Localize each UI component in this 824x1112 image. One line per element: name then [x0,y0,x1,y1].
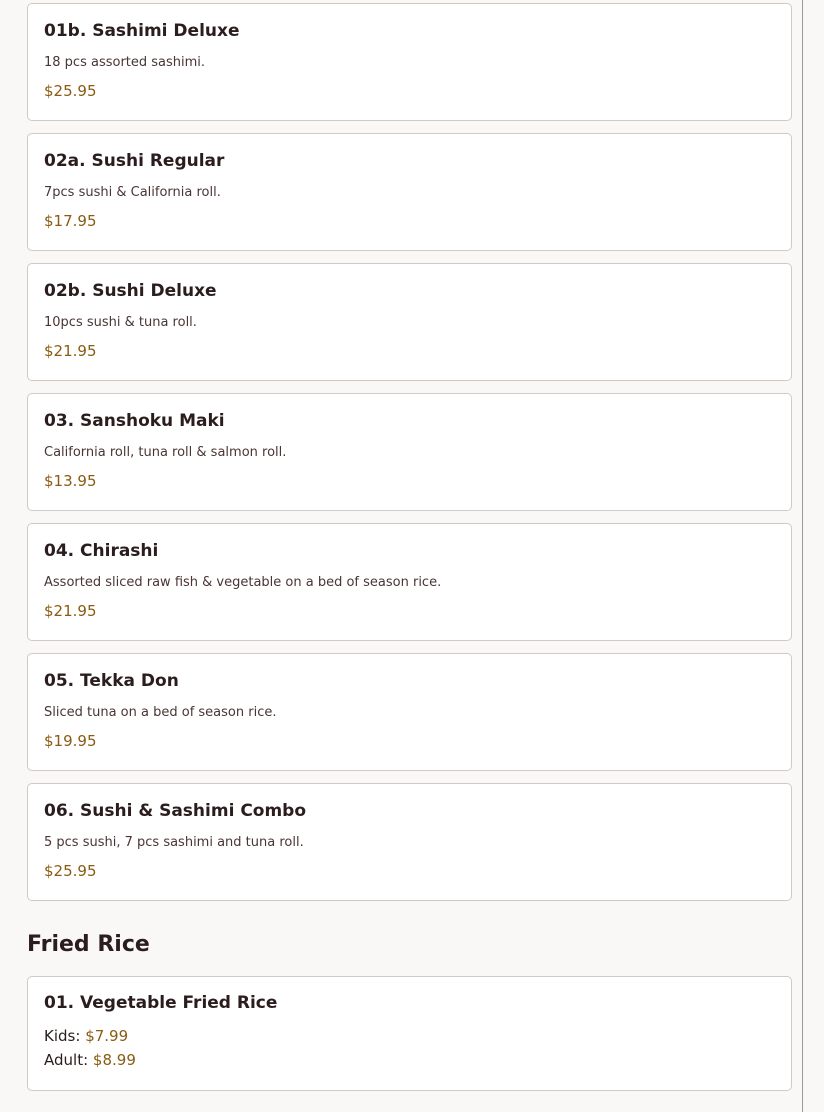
menu-item-card[interactable] [27,393,792,511]
price-value: $7.99 [85,1027,129,1045]
item-price: $21.95 [44,602,97,620]
menu-list [27,3,792,1103]
price-label: Adult: [44,1051,89,1069]
menu-item-card[interactable] [27,523,792,641]
menu-item-card[interactable] [27,263,792,381]
section-title-fried-rice: Fried Rice [27,932,150,957]
item-description: 18 pcs assorted sashimi. [44,55,206,70]
price-line-kids [44,1024,775,1048]
item-price: $25.95 [44,862,97,880]
price-value: $8.99 [92,1051,136,1069]
item-description: Sliced tuna on a bed of season rice. [44,705,277,720]
item-description: Assorted sliced raw fish & vegetable on a bed of season rice. [44,575,442,590]
menu-item-card[interactable] [27,783,792,901]
menu-item-card[interactable] [27,133,792,251]
item-price: $17.95 [44,212,97,230]
price-line-adult [44,1048,775,1072]
item-name: 01b. Sashimi Deluxe [44,21,240,41]
menu-item-card[interactable] [27,976,792,1091]
item-price: $19.95 [44,732,97,750]
menu-item-card[interactable] [27,653,792,771]
menu-item-card[interactable] [27,3,792,121]
item-description: 5 pcs sushi, 7 pcs sashimi and tuna roll. [44,835,304,850]
item-description: 7pcs sushi & California roll. [44,185,221,200]
item-name: 05. Tekka Don [44,671,179,691]
item-price: $21.95 [44,342,97,360]
item-name: 02b. Sushi Deluxe [44,281,217,301]
item-name: 01. Vegetable Fried Rice [44,993,278,1013]
item-description: California roll, tuna roll & salmon roll. [44,445,287,460]
item-price: $25.95 [44,82,97,100]
item-name: 06. Sushi & Sashimi Combo [44,801,307,821]
item-price: $13.95 [44,472,97,490]
item-description: 10pcs sushi & tuna roll. [44,315,197,330]
item-name: 03. Sanshoku Maki [44,411,225,431]
price-label: Kids: [44,1027,81,1045]
item-name: 04. Chirashi [44,541,159,561]
page-right-border [802,0,803,1112]
item-name: 02a. Sushi Regular [44,151,225,171]
